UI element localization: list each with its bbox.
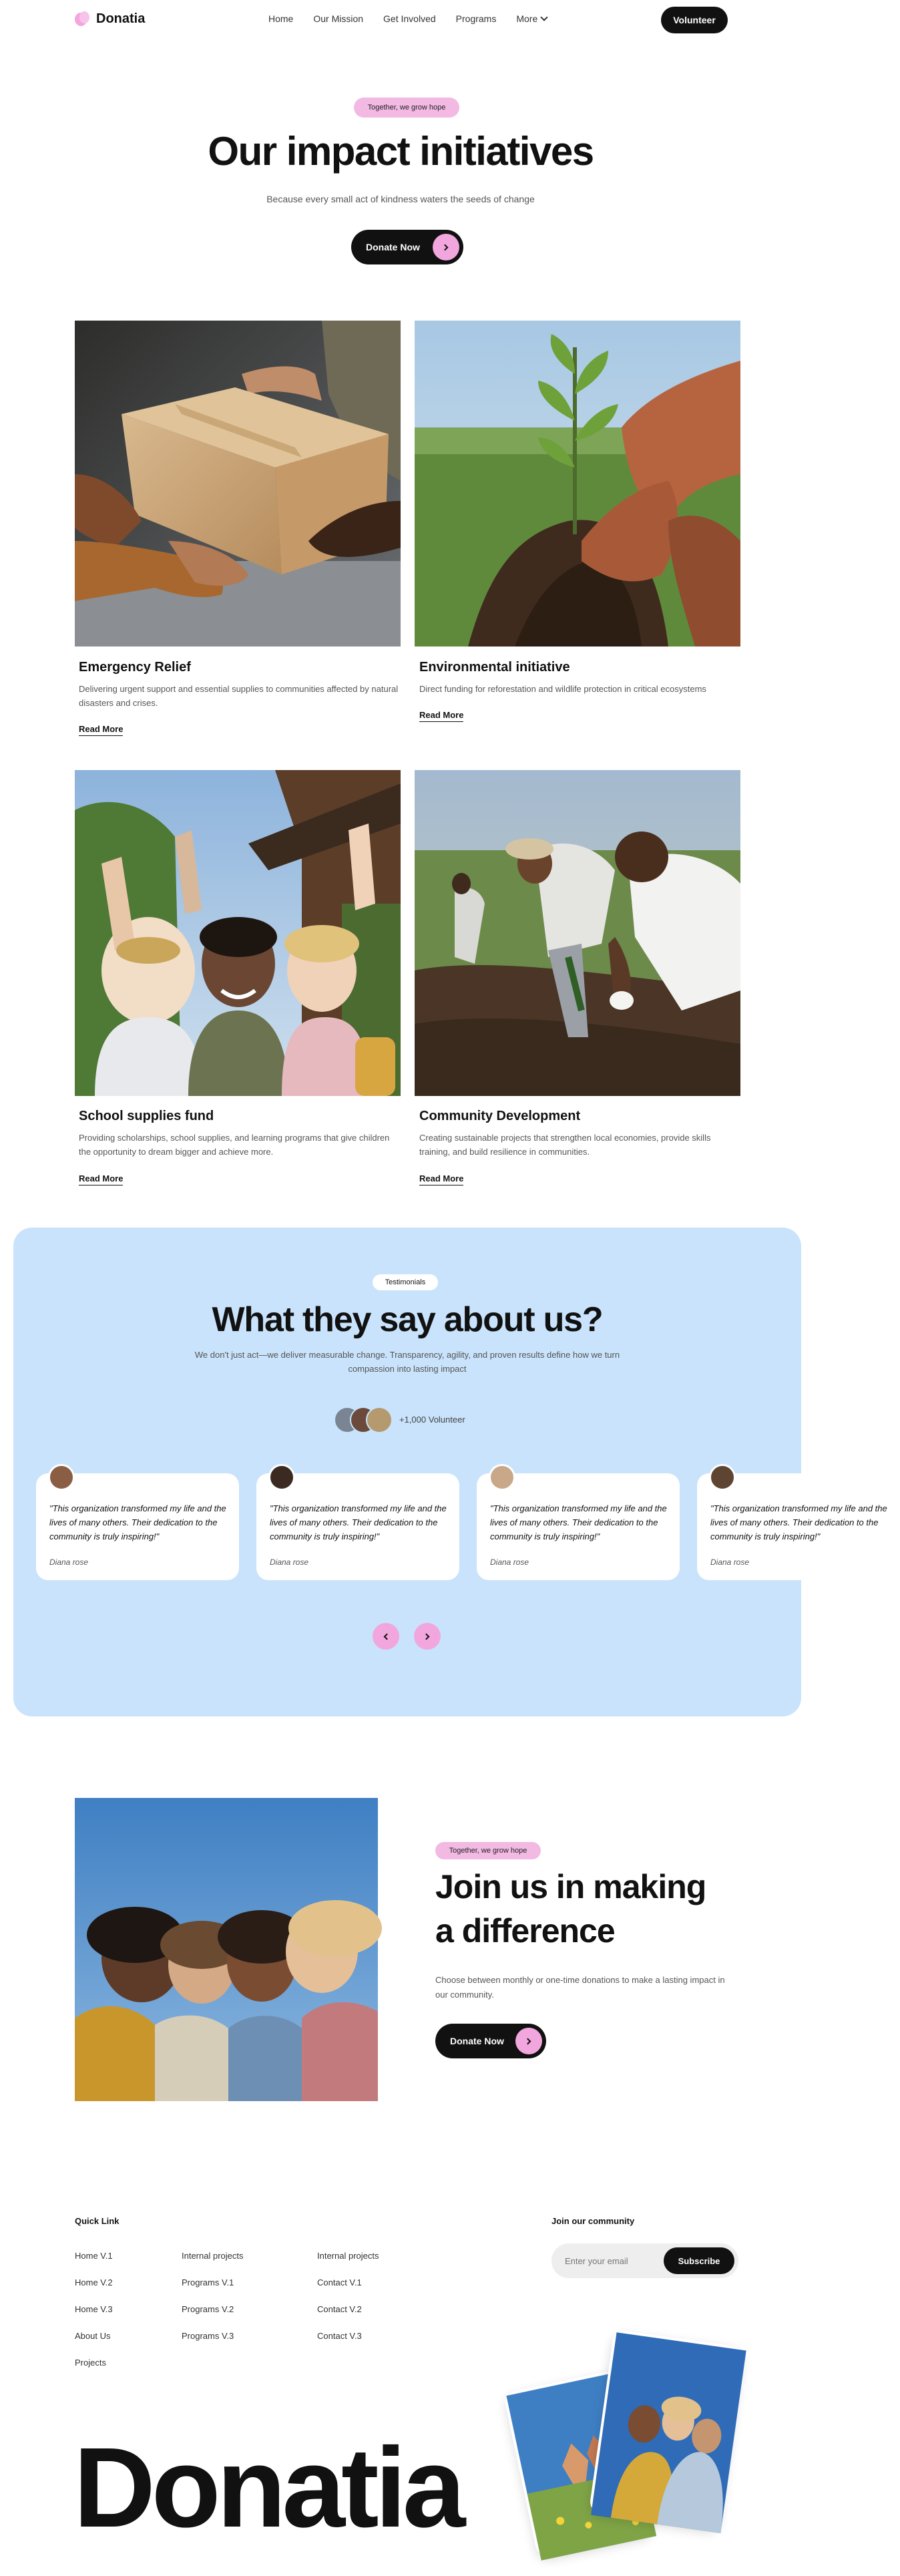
avatar xyxy=(489,1464,515,1491)
card-desc-emergency-relief: Delivering urgent support and essential supplies to communities affected by natural disasters and crises. xyxy=(79,684,399,708)
testimonial-card xyxy=(697,1473,900,1580)
testimonial-author: Diana rose xyxy=(49,1557,89,1567)
top-nav xyxy=(0,0,801,41)
join-pill: Together, we grow hope xyxy=(435,1842,541,1859)
hero-donate-label: Donate Now xyxy=(366,242,420,252)
footer-link[interactable]: Contact V.1 xyxy=(317,2277,362,2287)
main-menu xyxy=(268,13,547,24)
community-development-image xyxy=(415,770,740,1096)
testimonial-quote: "This organization transformed my life and the lives of many others. Their dedication to the community is truly inspiring!" xyxy=(490,1503,667,1541)
school-supplies-image xyxy=(75,770,401,1096)
card-desc-school-supplies-fund: Providing scholarships, school supplies, and learning programs that give children the opportunity to dream bigger and achieve more. xyxy=(79,1133,390,1157)
testimonial-quote: "This organization transformed my life and the lives of many others. Their dedication to the community is truly inspiring!" xyxy=(49,1503,226,1541)
menu-item-more[interactable] xyxy=(516,13,547,24)
card-desc-environmental-initiative: Direct funding for reforestation and wildlife protection in critical ecosystems xyxy=(419,684,706,694)
footer-link[interactable]: Programs V.2 xyxy=(182,2304,234,2314)
join-title xyxy=(435,1865,706,1953)
avatar xyxy=(709,1464,736,1491)
join-us-image xyxy=(75,1798,378,2101)
testimonial-card xyxy=(256,1473,459,1580)
menu-item-our-mission[interactable]: Our Mission xyxy=(313,13,364,24)
footer-photo-right xyxy=(589,2330,744,2531)
join-desc: Choose between monthly or one-time donations to make a lasting impact in our community. xyxy=(435,1975,725,2000)
subscribe-button[interactable]: Subscribe xyxy=(664,2247,734,2274)
avatar xyxy=(48,1464,75,1491)
arrow-right-icon xyxy=(433,234,459,260)
footer-link[interactable]: Projects xyxy=(75,2358,106,2368)
testimonials-subtitle: We don't just act—we deliver measurable change. Transparency, agility, and proven results define how we turn compassion into lasting impact xyxy=(194,1350,620,1374)
read-more-link[interactable]: Read More xyxy=(419,1173,463,1185)
join-title-line-2: a difference xyxy=(435,1912,615,1950)
testimonial-quote: "This organization transformed my life and the lives of many others. Their dedication to the community is truly inspiring!" xyxy=(710,1503,887,1541)
join-donate-label: Donate Now xyxy=(450,2036,504,2046)
footer-link[interactable]: Internal projects xyxy=(182,2251,244,2261)
testimonials-tag: Testimonials xyxy=(373,1274,438,1290)
footer-link[interactable]: Home V.1 xyxy=(75,2251,113,2261)
join-donate-button[interactable] xyxy=(435,2024,546,2058)
volunteer-button[interactable]: Volunteer xyxy=(661,7,728,33)
quick-link-heading: Quick Link xyxy=(75,2216,120,2226)
testimonials-title: What they say about us? xyxy=(212,1300,603,1339)
volunteer-avatars xyxy=(334,1407,487,1436)
testimonial-card xyxy=(36,1473,239,1580)
emergency-relief-image xyxy=(75,321,401,647)
read-more-link[interactable]: Read More xyxy=(79,724,123,736)
brand-name: Donatia xyxy=(96,11,146,26)
arrow-left-icon xyxy=(384,1633,391,1640)
environmental-initiative-image xyxy=(415,321,740,647)
menu-item-programs[interactable]: Programs xyxy=(455,13,497,24)
menu-item-get-involved[interactable]: Get Involved xyxy=(383,13,436,24)
chevron-down-icon xyxy=(541,13,548,21)
page-title: Our impact initiatives xyxy=(208,129,594,174)
card-title-emergency-relief: Emergency Relief xyxy=(79,660,191,675)
arrow-right-icon xyxy=(515,2028,542,2054)
card-title-environmental-initiative: Environmental initiative xyxy=(419,660,570,675)
brand-logo[interactable] xyxy=(73,10,145,27)
email-input[interactable] xyxy=(565,2253,658,2269)
community-heading: Join our community xyxy=(551,2216,635,2226)
footer-link[interactable]: Contact V.3 xyxy=(317,2331,362,2341)
menu-item-home[interactable]: Home xyxy=(268,13,294,24)
avatar xyxy=(366,1407,393,1433)
footer-link[interactable]: Programs V.1 xyxy=(182,2277,234,2287)
footer-link[interactable]: Internal projects xyxy=(317,2251,379,2261)
testimonial-author: Diana rose xyxy=(490,1557,529,1567)
testimonial-card xyxy=(477,1473,680,1580)
carousel-next-button[interactable] xyxy=(414,1623,441,1650)
read-more-link[interactable]: Read More xyxy=(419,710,463,722)
testimonial-author: Diana rose xyxy=(270,1557,309,1567)
volunteer-count: +1,000 Volunteer xyxy=(399,1415,465,1425)
testimonials-section xyxy=(13,1228,887,1716)
read-more-link[interactable]: Read More xyxy=(79,1173,123,1185)
card-title-school-supplies-fund: School supplies fund xyxy=(79,1109,214,1123)
avatar xyxy=(268,1464,295,1491)
footer-link[interactable]: Home V.2 xyxy=(75,2277,113,2287)
footer-link[interactable]: Programs V.3 xyxy=(182,2331,234,2341)
footer-link[interactable]: Contact V.2 xyxy=(317,2304,362,2314)
hero-pill: Together, we grow hope xyxy=(354,98,459,118)
footer-link[interactable]: Home V.3 xyxy=(75,2304,113,2314)
join-title-line-1: Join us in making xyxy=(435,1868,706,1905)
testimonial-author: Diana rose xyxy=(710,1557,750,1567)
menu-item-more-label: More xyxy=(516,13,538,24)
hero-donate-button[interactable] xyxy=(351,230,463,264)
arrow-right-icon xyxy=(423,1633,430,1640)
card-title-community-development: Community Development xyxy=(419,1109,581,1123)
carousel-prev-button[interactable] xyxy=(373,1623,399,1650)
footer-brand-wordmark: Donatia xyxy=(73,2424,462,2551)
footer-link[interactable]: About Us xyxy=(75,2331,111,2341)
newsletter-form xyxy=(551,2243,738,2278)
logo-icon xyxy=(73,10,91,27)
card-desc-community-development: Creating sustainable projects that strengthen local economies, provide skills training, and build resilience in communities. xyxy=(419,1133,711,1157)
testimonial-quote: "This organization transformed my life and the lives of many others. Their dedication to the community is truly inspiring!" xyxy=(270,1503,447,1541)
hero-subtitle: Because every small act of kindness waters the seeds of change xyxy=(266,194,535,204)
